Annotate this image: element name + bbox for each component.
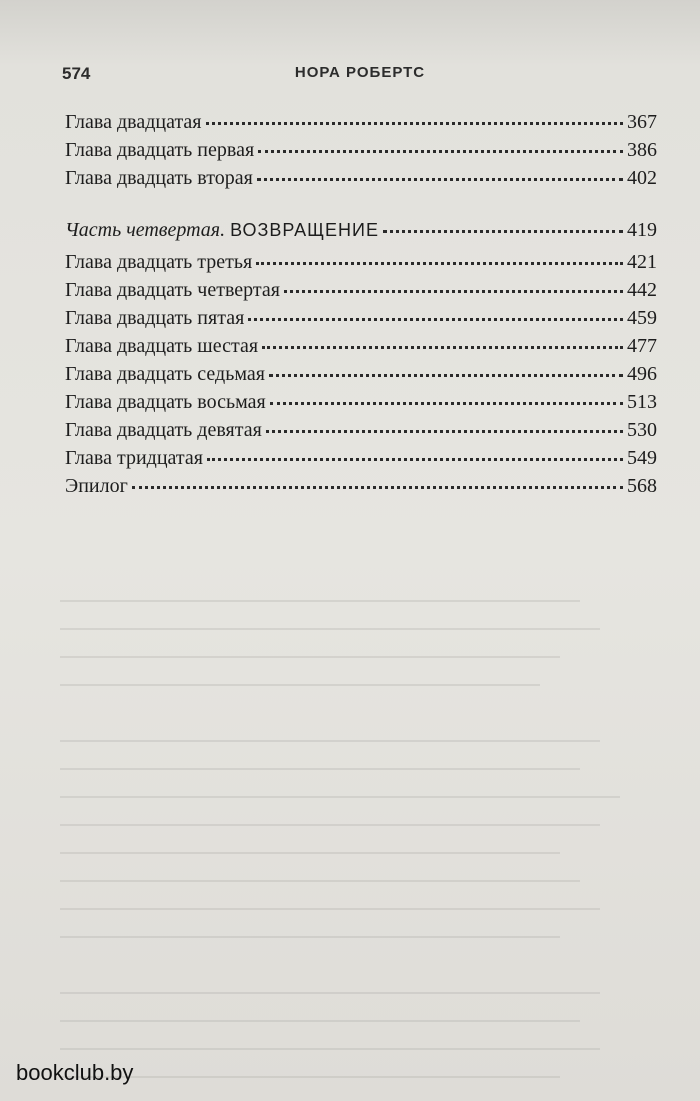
toc-entry (65, 363, 657, 389)
toc-entry-page: 402 (627, 167, 657, 189)
toc-entry (65, 111, 657, 137)
dot-leader (207, 458, 623, 461)
toc-entry (65, 419, 657, 445)
toc-entry (65, 447, 657, 473)
dot-leader (383, 230, 623, 233)
toc-part-title (65, 219, 379, 242)
source-watermark: bookclub.by (16, 1060, 134, 1085)
toc-part-heading (65, 219, 657, 245)
toc-entry-title: Глава двадцать первая (65, 139, 255, 161)
toc-entry-page: 367 (627, 111, 657, 133)
dot-leader (206, 122, 623, 125)
toc-entry (65, 335, 657, 361)
toc-entry-title: Глава двадцать вторая (65, 167, 253, 189)
toc-entry-page: 386 (627, 139, 657, 161)
toc-entry-page: 459 (627, 307, 657, 329)
toc-entry (65, 307, 657, 333)
toc-entry-title: Глава двадцать седьмая (65, 363, 265, 385)
toc-entry-page: 496 (627, 363, 657, 385)
toc-entry (65, 475, 657, 501)
toc-entry-page: 549 (627, 447, 657, 469)
toc-entry-page: 421 (627, 251, 657, 273)
dot-leader (284, 290, 623, 293)
toc-entry-title: Глава двадцать четвертая (65, 279, 280, 301)
toc-entry-title: Глава двадцатая (65, 111, 202, 133)
toc-entry-title: Глава двадцать восьмая (65, 391, 266, 413)
toc-entry-page: 419 (627, 219, 657, 241)
dot-leader (248, 318, 623, 321)
part-label: Часть четвертая. (65, 219, 226, 241)
toc-entry (65, 167, 657, 193)
toc-entry-page: 442 (627, 279, 657, 301)
toc-entry-title: Эпилог (65, 475, 128, 497)
dot-leader (266, 430, 623, 433)
toc-entry (65, 139, 657, 165)
toc-entry-page: 513 (627, 391, 657, 413)
part-name: ВОЗВРАЩЕНИЕ (230, 220, 379, 240)
toc-entry-title: Глава двадцать пятая (65, 307, 245, 329)
toc-entry (65, 391, 657, 417)
dot-leader (269, 374, 623, 377)
running-header (62, 64, 658, 88)
running-header-author: НОРА РОБЕРТС (294, 64, 426, 81)
toc-entry (65, 279, 657, 305)
dot-leader (258, 150, 623, 153)
dot-leader (256, 262, 623, 265)
toc-entry-title: Глава двадцать третья (65, 251, 253, 273)
toc-entry-page: 568 (627, 475, 657, 497)
toc-entry-page: 530 (627, 419, 657, 441)
toc-entry-title: Глава тридцатая (65, 447, 203, 469)
dot-leader (270, 402, 623, 405)
page-number: 574 (62, 64, 91, 83)
dot-leader (257, 178, 623, 181)
dot-leader (262, 346, 623, 349)
toc-entry-title: Глава двадцать девятая (65, 419, 262, 441)
toc-entry (65, 251, 657, 277)
dot-leader (132, 486, 623, 489)
toc-entry-page: 477 (627, 335, 657, 357)
toc-entry-title: Глава двадцать шестая (65, 335, 259, 357)
